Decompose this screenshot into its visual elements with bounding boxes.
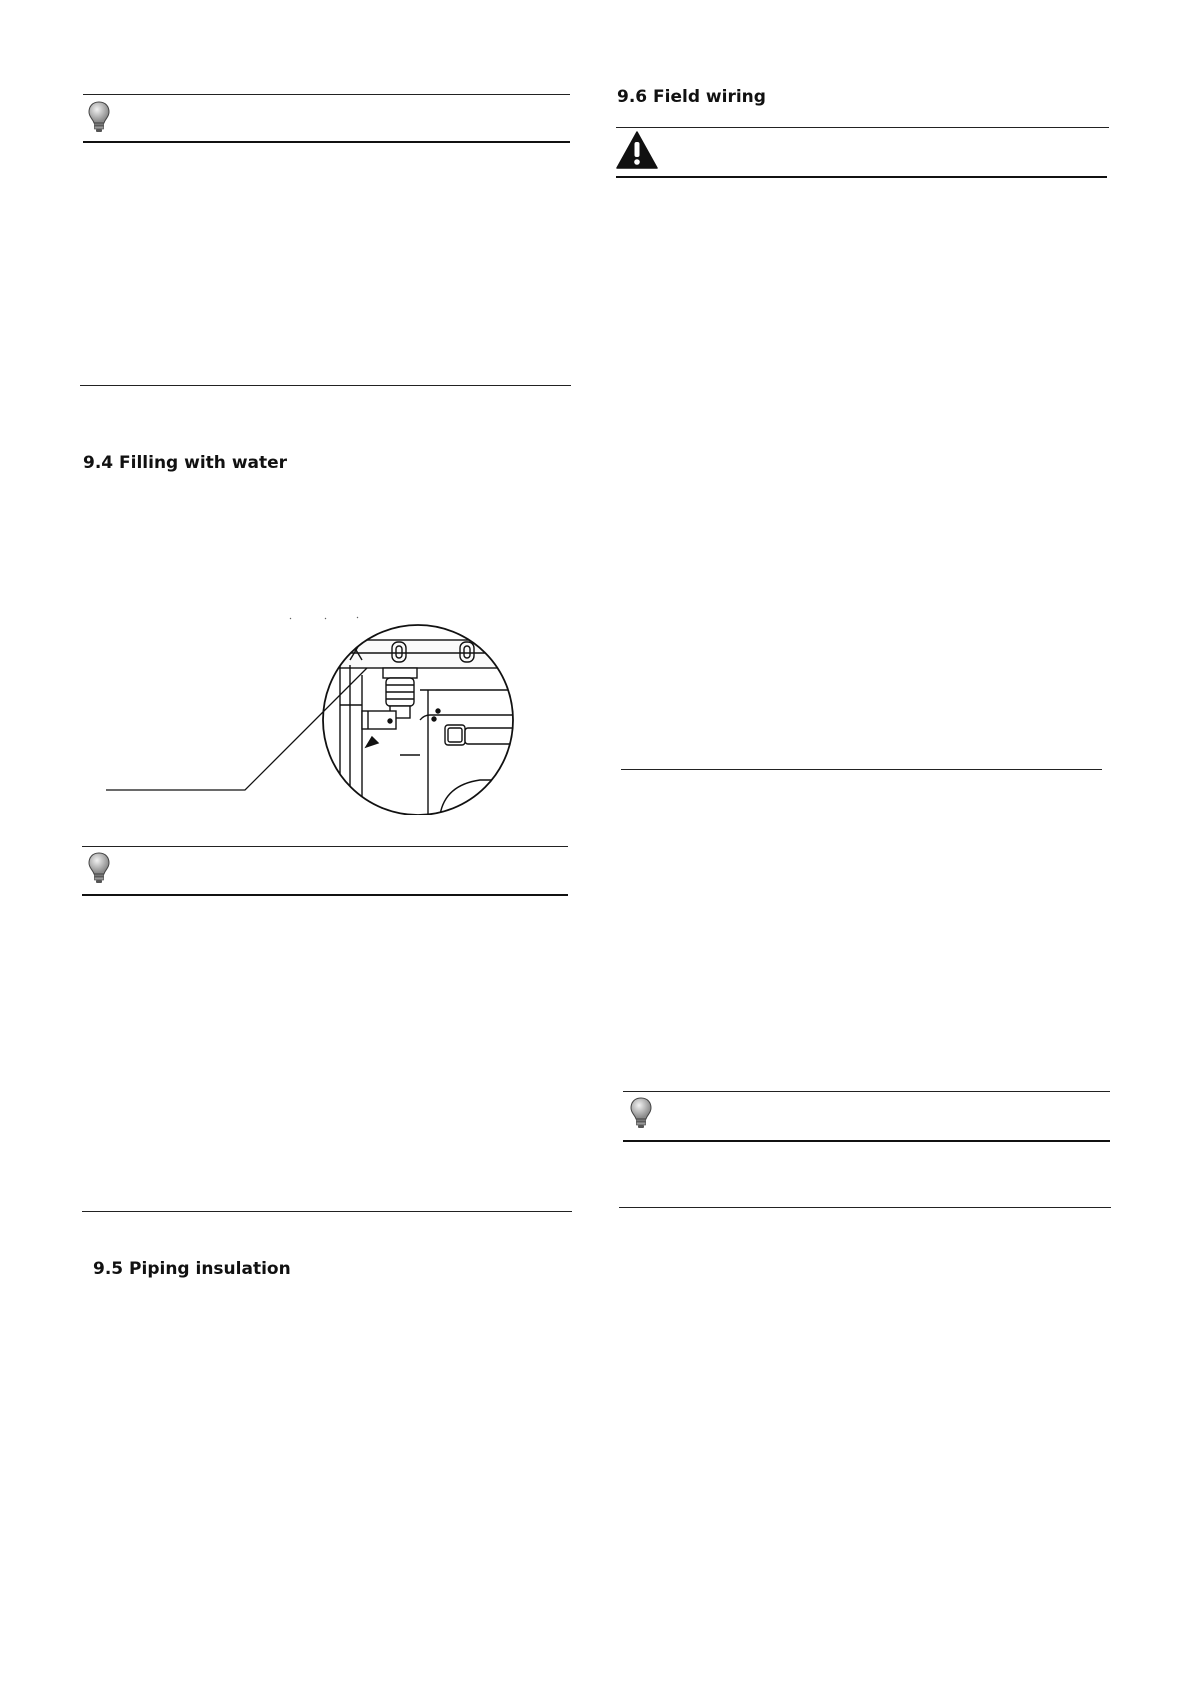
note-bottom-rule (623, 1140, 1110, 1142)
note-top-rule (83, 94, 570, 95)
valve-detail-magnified-icon (100, 615, 520, 819)
note-top-rule (82, 846, 568, 847)
note-bottom-rule (83, 141, 570, 143)
section-divider (80, 385, 571, 386)
warning-triangle-icon (616, 131, 658, 173)
section-divider (619, 1207, 1111, 1208)
section-divider (82, 1211, 572, 1212)
warning-top-rule (616, 127, 1109, 128)
section-divider (621, 769, 1102, 770)
section-heading-9-5: 9.5 Piping insulation (93, 1259, 291, 1279)
note-bottom-rule (82, 894, 568, 896)
section-heading-9-6: 9.6 Field wiring (617, 87, 766, 107)
section-heading-9-4: 9.4 Filling with water (83, 453, 288, 473)
note-top-rule (623, 1091, 1110, 1092)
lightbulb-icon (630, 1097, 652, 1133)
warning-bottom-rule (616, 176, 1107, 178)
lightbulb-icon (88, 101, 110, 137)
lightbulb-icon (88, 852, 110, 888)
